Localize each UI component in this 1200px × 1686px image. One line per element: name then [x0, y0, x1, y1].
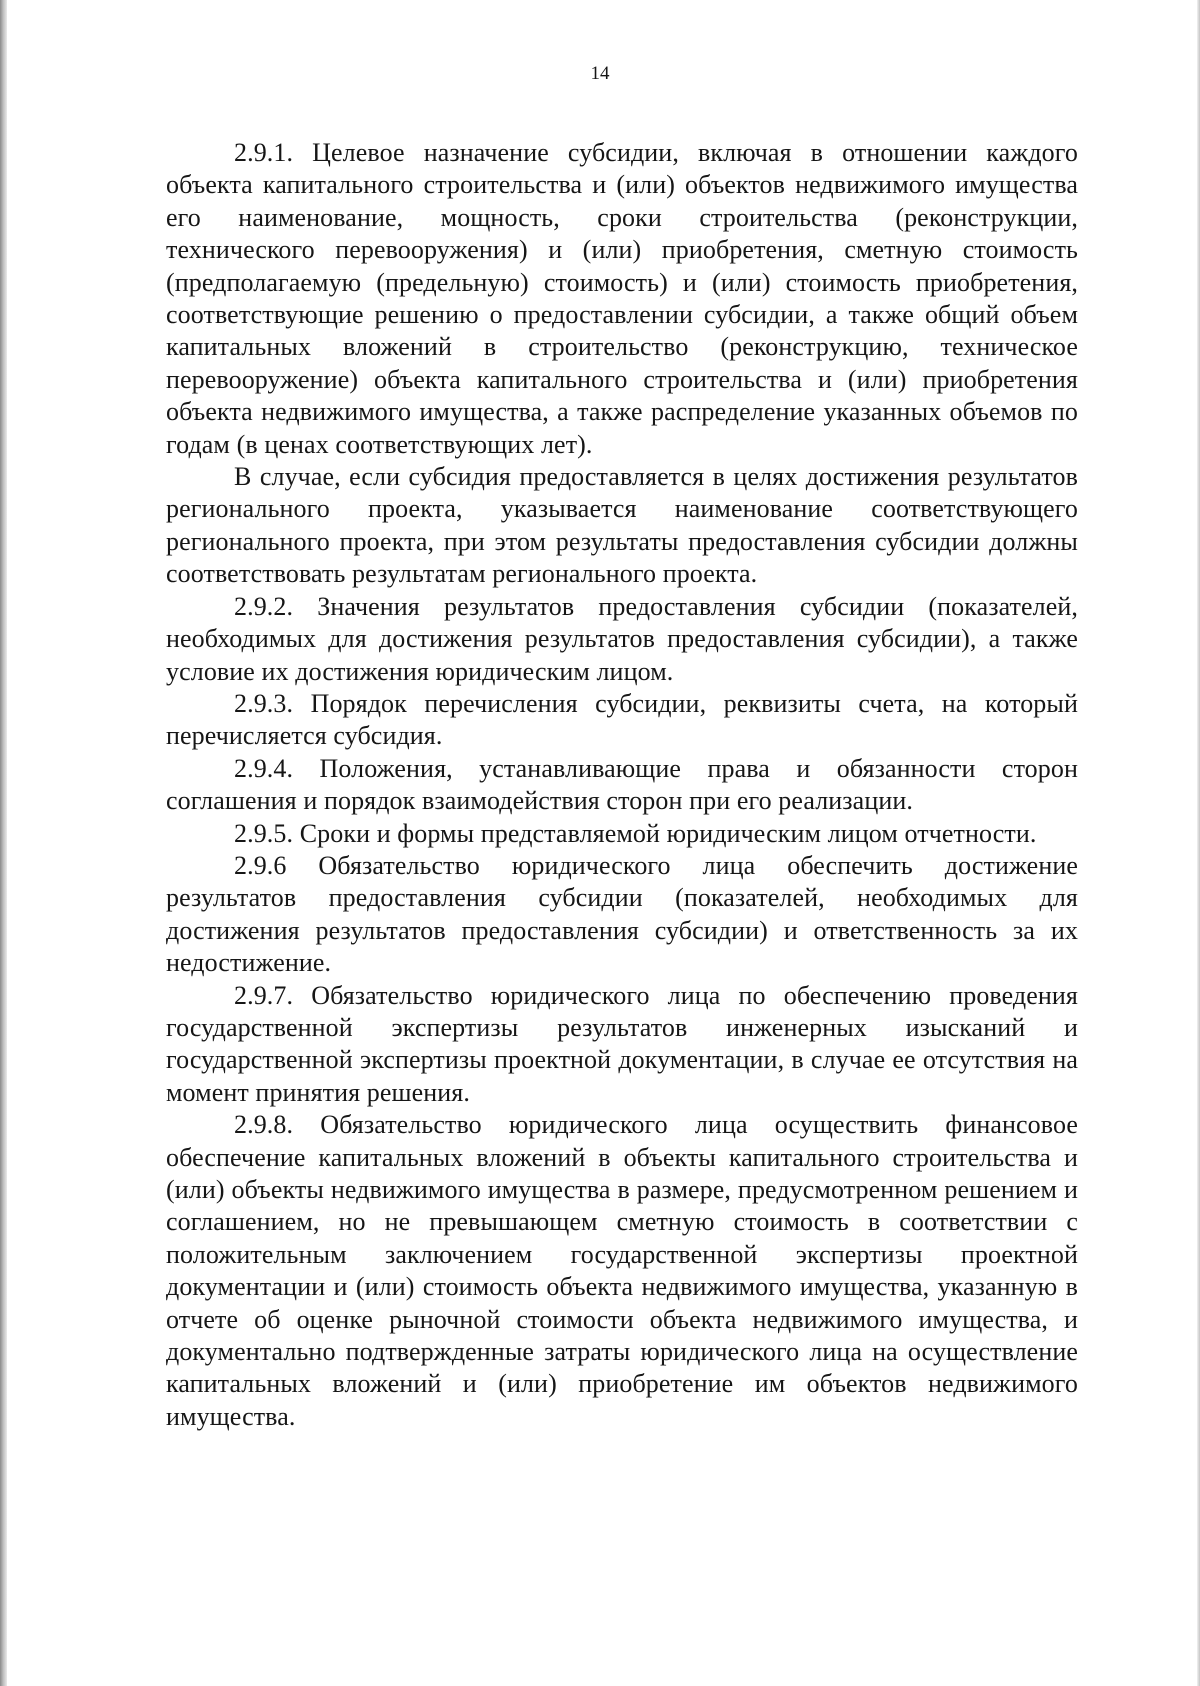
paragraph-2-9-3: 2.9.3. Порядок перечисления субсидии, реквизиты счета, на который перечисляется субсидия. [166, 688, 1078, 751]
paragraph-2-9-4: 2.9.4. Положения, устанавливающие права и обязанности сторон соглашения и порядок взаимодействия сторон при его реализации. [166, 753, 1078, 816]
paragraph-2-9-6: 2.9.6 Обязательство юридического лица обеспечить достижение результатов предоставления субсидии (показателей, необходимых для достижения результатов предоставления субсидии) и ответственность за их недостижение. [166, 850, 1078, 978]
paragraph-2-9-5: 2.9.5. Сроки и формы представляемой юридическим лицом отчетности. [234, 818, 1037, 848]
page-number: 14 [590, 63, 610, 84]
paragraph-regional-project: В случае, если субсидия предоставляется в целях достижения результатов регионального проекта, указывается наименование соответствующего регионального проекта, при этом результаты предоставления субсидии должны соответствовать результатам регионального проекта. [166, 462, 1078, 589]
paragraph-2-9-2: 2.9.2. Значения результатов предоставления субсидии (показателей, необходимых для достижения результатов предоставления субсидии), а также условие их достижения юридическим лицом. [166, 591, 1078, 686]
paragraph-2-9-8: 2.9.8. Обязательство юридического лица осуществить финансовое обеспечение капитальных вложений в объекты капитального строительства и (или) объекты недвижимого имущества в размере, предусмотренном решением и соглашением, но не превышающем сметную стоимость в соответствии с положительным заключением государственной экспертизы проектной документации и (или) стоимость объекта недвижимого имущества, указанную в отчете об оценке рыночной стоимости объекта недвижимого имущества, и документально подтвержденные затраты юридического лица на осуществление капитальных вложений и (или) приобретение им объектов недвижимого имущества. [166, 1110, 1078, 1431]
paragraph-2-9-7: 2.9.7. Обязательство юридического лица по обеспечению проведения государственной экспертизы результатов инженерных изысканий и государственной экспертизы проектной документации, в случае ее отсутствия на момент принятия решения. [166, 980, 1078, 1107]
document-body [166, 137, 1078, 1433]
paragraph-2-9-1: 2.9.1. Целевое назначение субсидии, включая в отношении каждого объекта капитального строительства и (или) объектов недвижимого имущества его наименование, мощность, сроки строительства (реконструкции, технического перевооружения) и (или) приобретения, сметную стоимость (предполагаемую (предельную) стоимость) и (или) стоимость приобретения, соответствующие решению о предоставлении субсидии, а также общий объем капитальных вложений в строительство (реконструкцию, техническое перевооружение) объекта капитального строительства и (или) приобретения объекта недвижимого имущества, а также распределение указанных объемов по годам (в ценах соответствующих лет). [166, 138, 1078, 459]
scan-edge-shadow [0, 0, 7, 1686]
